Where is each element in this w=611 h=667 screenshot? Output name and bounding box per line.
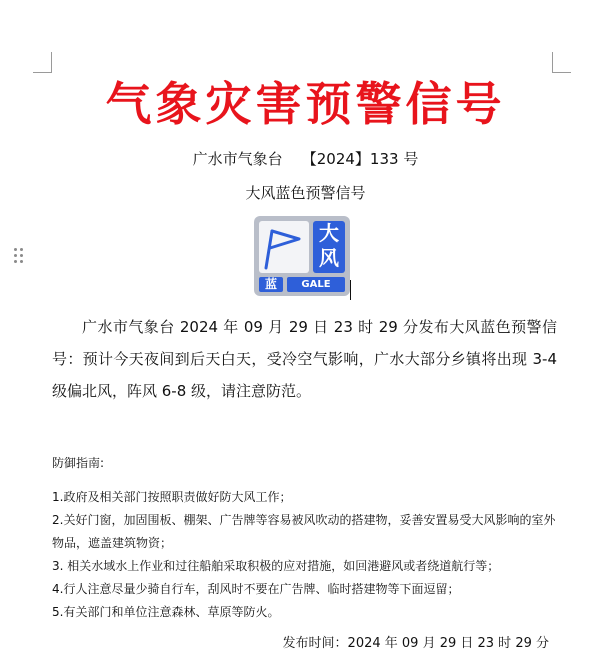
page-corner-mark-top-right [552,52,571,73]
document-number: 广水市气象台 【2024】133 号 [192,150,419,168]
gale-blue-warning-badge [254,216,350,296]
badge-level-label: 蓝 [259,277,283,292]
list-item: 1.政府及相关部门按照职责做好防大风工作； [52,490,292,504]
list-item: 5.有关部门和单位注意森林、草原等防火。 [52,605,280,619]
document-heading: 气象灾害预警信号 [105,77,506,131]
publish-time: 发布时间：2024 年 09 月 29 日 23 时 29 分 [282,636,549,651]
badge-english-label: GALE [287,277,345,292]
flag-icon [259,221,309,273]
badge-type-label [313,221,345,273]
badge-char-top: 大 [319,221,339,245]
list-item: 3. 相关水域水上作业和过往船舶采取积极的应对措施，如回港避风或者绕道航行等； [52,559,500,573]
defense-guide-title: 防御指南: [52,456,105,470]
badge-char-bottom: 风 [319,246,339,270]
page-corner-mark-top-left [33,52,52,73]
text-cursor [350,280,351,300]
list-item: 2.关好门窗，加固围板、棚架、广告牌等容易被风吹动的搭建物，妥善安置易受大风影响的室外物品，遮盖建筑物资； [52,513,556,550]
defense-guide-list [52,486,562,624]
drag-handle-icon[interactable] [14,248,24,264]
warning-subtitle: 大风蓝色预警信号 [245,184,366,202]
list-item: 4.行人注意尽量少骑自行车，刮风时不要在广告牌、临时搭建物等下面逗留； [52,582,460,596]
warning-body-text: 广水市气象台 2024 年 09 月 29 日 23 时 29 分发布大风蓝色预警信号：预计今天夜间到后天白天，受冷空气影响，广水大部分乡镇将出现 3-4 级偏北风，阵风 6-8 级，请注意防范。 [52,318,557,400]
